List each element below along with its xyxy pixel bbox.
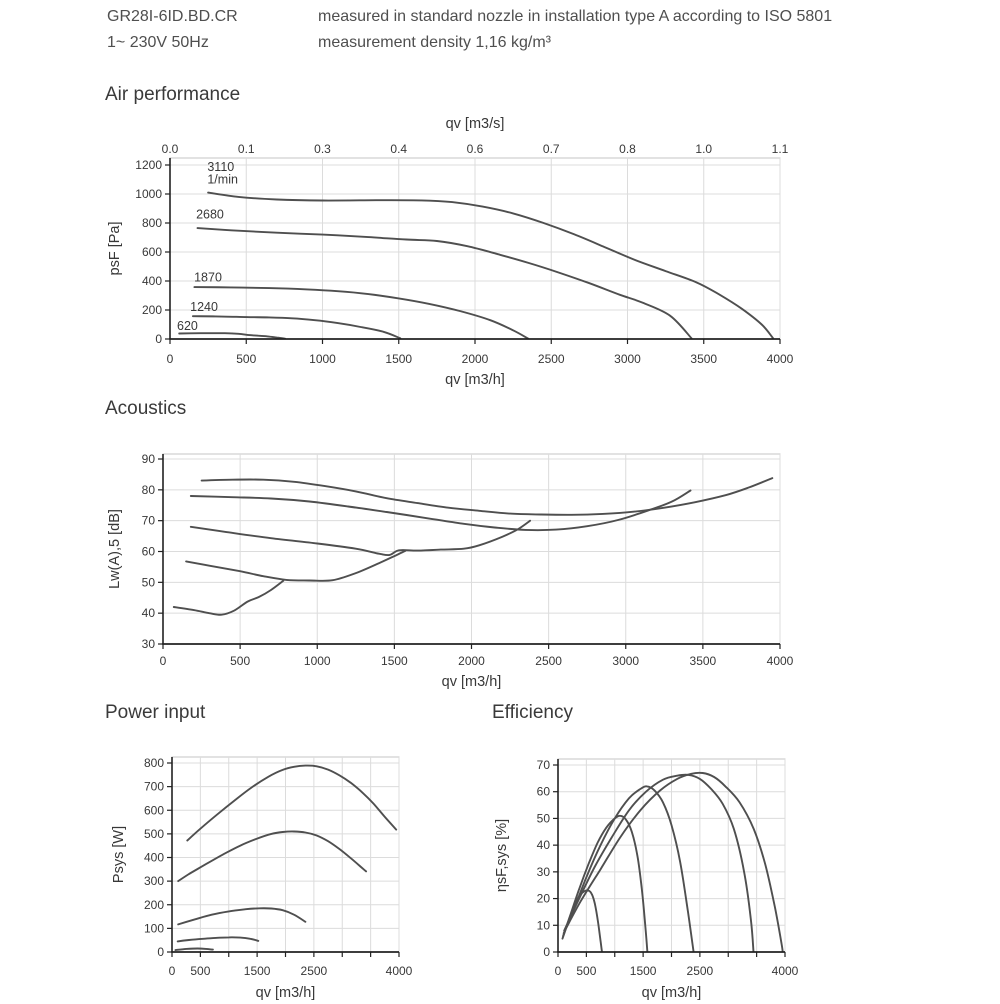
x-tick-label: 3500: [689, 654, 717, 668]
y-tick-label: 30: [141, 637, 155, 651]
x-tick-label: 3000: [614, 352, 641, 366]
y-tick-label: 200: [141, 303, 162, 317]
y-tick-label: 30: [536, 864, 550, 879]
top-tick-label: 0.3: [314, 142, 331, 156]
x-tick-label: 1000: [309, 352, 336, 366]
y-tick-label: 200: [143, 897, 164, 912]
y-tick-label: 800: [143, 756, 164, 770]
x-tick-label: 4000: [766, 352, 794, 366]
y-tick-label: 400: [143, 850, 164, 865]
y-tick-label: 60: [141, 544, 155, 559]
x-tick-label: 0: [159, 654, 167, 668]
x-tick-label: 500: [230, 654, 251, 668]
y-axis-title: Psys [W]: [111, 825, 127, 884]
x-tick-label: 1500: [385, 352, 413, 366]
x-tick-label: 0: [166, 352, 174, 366]
y-tick-label: 800: [141, 216, 162, 230]
series-label-620: 620: [177, 319, 198, 334]
x-axis-title: qv [m3/h]: [641, 985, 702, 1001]
x-tick-label: 2500: [686, 964, 714, 978]
top-tick-label: 0.0: [161, 142, 179, 156]
measurement-note-2: measurement density 1,16 kg/m³: [318, 34, 551, 51]
series-label-1870: 1870: [194, 270, 222, 285]
air-performance-chart: [95, 108, 815, 400]
measurement-note-1: measured in standard nozzle in installation type A according to ISO 5801: [318, 8, 833, 25]
top-tick-label: 1.1: [771, 142, 789, 156]
series-label-3110: 3110: [207, 159, 235, 174]
y-tick-label: 70: [141, 513, 155, 528]
acoustics-chart: [95, 425, 815, 695]
series-label-2680: 2680: [196, 207, 224, 222]
y-tick-label: 60: [536, 784, 550, 799]
x-axis-title: qv [m3/h]: [445, 372, 505, 388]
top-axis-title: qv [m3/s]: [445, 116, 505, 132]
series-label-1240: 1240: [190, 300, 218, 315]
top-tick-label: 0.7: [542, 142, 560, 156]
y-tick-label: 600: [141, 245, 162, 259]
section-title-power-input: Power input: [105, 702, 206, 723]
top-tick-label: 0.1: [237, 142, 255, 156]
x-tick-label: 4000: [385, 964, 413, 978]
x-tick-label: 1000: [303, 654, 331, 668]
y-tick-label: 50: [536, 811, 550, 826]
x-tick-label: 1500: [381, 654, 408, 668]
x-tick-label: 2500: [300, 964, 328, 978]
annotation-label: 1/min: [207, 172, 238, 187]
power-supply: 1~ 230V 50Hz: [107, 34, 209, 51]
x-tick-label: 3500: [690, 352, 718, 366]
y-tick-label: 700: [143, 779, 164, 794]
y-tick-label: 50: [141, 575, 155, 590]
x-tick-label: 3000: [612, 654, 640, 668]
y-axis-title: Lw(A),5 [dB]: [107, 509, 123, 589]
x-axis-title: qv [m3/h]: [255, 985, 316, 1001]
y-tick-label: 40: [536, 838, 550, 853]
x-tick-label: 4000: [766, 654, 794, 668]
y-tick-label: 0: [543, 945, 550, 959]
x-tick-label: 2500: [537, 352, 565, 366]
y-tick-label: 400: [141, 274, 162, 288]
y-tick-label: 10: [536, 918, 550, 933]
x-tick-label: 4000: [771, 964, 799, 978]
x-tick-label: 2500: [535, 654, 562, 668]
y-axis-title: psF [Pa]: [107, 221, 123, 276]
y-tick-label: 0: [157, 945, 164, 959]
y-tick-label: 1000: [135, 187, 162, 201]
y-tick-label: 90: [141, 452, 155, 466]
section-title-acoustics: Acoustics: [105, 398, 187, 419]
y-tick-label: 80: [141, 482, 155, 497]
top-tick-label: 0.8: [619, 142, 636, 156]
top-tick-label: 0.4: [390, 142, 408, 156]
y-tick-label: 100: [143, 921, 164, 936]
x-tick-label: 500: [576, 964, 597, 978]
x-tick-label: 0: [554, 964, 562, 978]
x-tick-label: 500: [190, 964, 211, 978]
y-tick-label: 20: [536, 891, 550, 906]
top-tick-label: 0.6: [466, 142, 484, 156]
y-tick-label: 600: [143, 803, 164, 818]
y-axis-title: ηsF,sys [%]: [494, 818, 510, 893]
x-tick-label: 1500: [629, 964, 657, 978]
y-tick-label: 500: [143, 826, 164, 841]
x-tick-label: 2000: [458, 654, 485, 668]
x-tick-label: 500: [236, 352, 257, 366]
power-input-chart: [95, 748, 435, 1004]
y-tick-label: 300: [143, 874, 164, 889]
x-tick-label: 2000: [461, 352, 489, 366]
y-tick-label: 40: [141, 606, 155, 621]
top-tick-label: 1.0: [695, 142, 713, 156]
y-tick-label: 0: [155, 332, 162, 346]
section-title-air-performance: Air performance: [105, 84, 241, 105]
x-tick-label: 1500: [243, 964, 271, 978]
efficiency-chart: [478, 748, 818, 1004]
section-title-efficiency: Efficiency: [492, 702, 573, 723]
y-tick-label: 1200: [135, 158, 162, 172]
x-tick-label: 0: [168, 964, 176, 978]
x-axis-title: qv [m3/h]: [441, 674, 502, 690]
model-number: GR28I-6ID.BD.CR: [107, 8, 238, 25]
y-tick-label: 70: [536, 758, 550, 772]
